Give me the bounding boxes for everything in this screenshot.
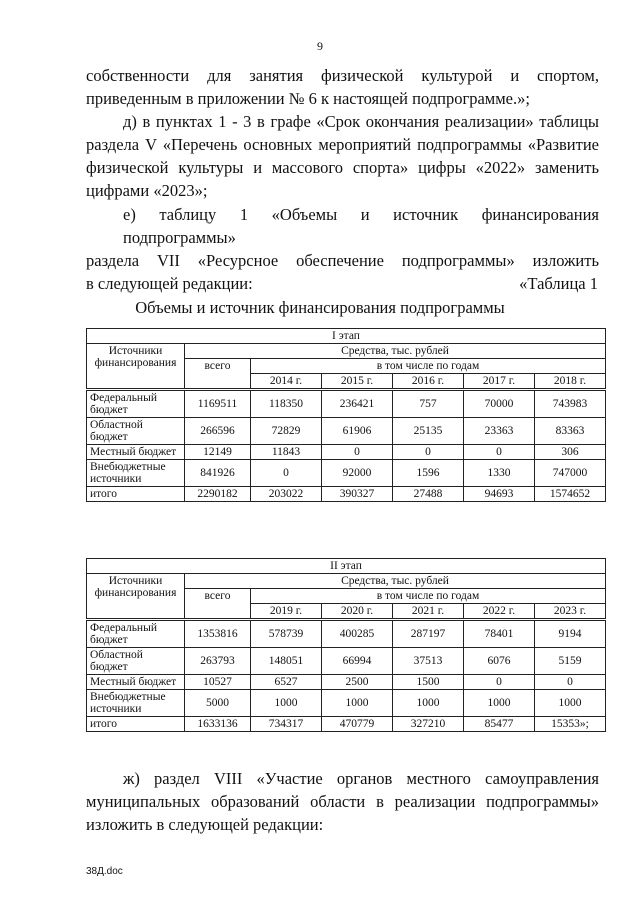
value-cell: 2500 [322,675,393,690]
year-header: 2018 г. [535,374,606,390]
year-header: 2014 г. [251,374,322,390]
source-cell: Местный бюджет [87,445,185,460]
paragraph-item-d [86,110,599,202]
value-cell: 0 [322,445,393,460]
value-cell: 1596 [393,460,464,487]
value-cell: 5159 [535,648,606,675]
total-cell: 1169511 [185,390,251,418]
paragraph-line: приведенным в приложении № 6 к настоящей подпрограмме.»; [86,89,530,108]
value-cell: 1574652 [535,487,606,502]
source-cell: итого [87,717,185,732]
year-header: 2019 г. [251,604,322,620]
value-cell: 1000 [251,690,322,717]
value-cell: 327210 [393,717,464,732]
value-cell: 92000 [322,460,393,487]
value-cell: 0 [464,675,535,690]
value-cell: 25135 [393,418,464,445]
value-cell: 1000 [464,690,535,717]
paragraph-line: раздела V «Перечень основных мероприятий подпрограммы «Развитие [86,135,599,154]
year-header: 2023 г. [535,604,606,620]
year-header: 2021 г. [393,604,464,620]
value-cell: 757 [393,390,464,418]
table-title: Объемы и источник финансирования подпрограммы [135,298,505,317]
value-cell: 578739 [251,620,322,648]
total-header: всего [185,359,251,390]
value-cell: 0 [393,445,464,460]
total-cell: 841926 [185,460,251,487]
table-row-total [87,717,606,732]
sources-header: Источники финансирования [87,574,185,620]
year-header: 2016 г. [393,374,464,390]
value-cell: 1000 [393,690,464,717]
year-header: 2020 г. [322,604,393,620]
value-cell: 0 [464,445,535,460]
table-row-total [87,487,606,502]
table-label: «Таблица 1 [519,274,598,293]
value-cell: 1000 [535,690,606,717]
total-cell: 1353816 [185,620,251,648]
value-cell: 390327 [322,487,393,502]
value-cell: 306 [535,445,606,460]
value-cell: 148051 [251,648,322,675]
funds-header: Средства, тыс. рублей [185,344,606,359]
value-cell: 23363 [464,418,535,445]
value-cell: 734317 [251,717,322,732]
year-header: 2017 г. [464,374,535,390]
total-cell: 12149 [185,445,251,460]
value-cell: 0 [535,675,606,690]
total-header: всего [185,589,251,620]
total-cell: 5000 [185,690,251,717]
total-cell: 263793 [185,648,251,675]
value-cell: 11843 [251,445,322,460]
paragraph-line: физической культуры и массового спорта» цифры «2022» заменить [86,158,599,177]
paragraph-item-zh [86,767,599,836]
total-cell: 10527 [185,675,251,690]
paragraph-line: раздела VII «Ресурсное обеспечение подпрограммы» изложить [86,251,599,270]
table-row [87,390,606,418]
value-cell: 27488 [393,487,464,502]
value-cell: 203022 [251,487,322,502]
year-header: 2015 г. [322,374,393,390]
funding-table-stage-1 [86,328,606,502]
paragraph-line: муниципальных образований области в реализации подпрограммы» [86,792,599,811]
total-cell: 1633136 [185,717,251,732]
table-row [87,418,606,445]
paragraph-line: е) таблицу 1 «Объемы и источник финансирования подпрограммы» [123,205,599,247]
value-cell: 470779 [322,717,393,732]
value-cell: 0 [251,460,322,487]
sources-header: Источники финансирования [87,344,185,390]
stage-header: I этап [87,329,606,344]
paragraph-line: в следующей редакции: [86,274,253,293]
paragraph-line: ж) раздел VIII «Участие органов местного самоуправления [123,769,599,788]
paragraph-line: цифрами «2023»; [86,181,208,200]
value-cell: 15353»; [535,717,606,732]
including-header: в том числе по годам [251,589,606,604]
source-cell: Областной бюджет [87,418,185,445]
value-cell: 747000 [535,460,606,487]
table-row [87,675,606,690]
value-cell: 118350 [251,390,322,418]
source-cell: Федеральный бюджет [87,620,185,648]
page-number: 9 [317,39,323,53]
value-cell: 94693 [464,487,535,502]
total-cell: 266596 [185,418,251,445]
paragraph-line: собственности для занятия физической культурой и спортом, [86,66,599,85]
source-cell: Федеральный бюджет [87,390,185,418]
value-cell: 1000 [322,690,393,717]
source-cell: итого [87,487,185,502]
source-cell: Местный бюджет [87,675,185,690]
stage-header: II этап [87,559,606,574]
value-cell: 236421 [322,390,393,418]
value-cell: 83363 [535,418,606,445]
value-cell: 287197 [393,620,464,648]
year-header: 2022 г. [464,604,535,620]
paragraph-intro [86,64,599,110]
value-cell: 78401 [464,620,535,648]
table-row [87,648,606,675]
value-cell: 1500 [393,675,464,690]
paragraph-line: д) в пунктах 1 - 3 в графе «Срок окончания реализации» таблицы [123,112,599,131]
value-cell: 85477 [464,717,535,732]
value-cell: 6527 [251,675,322,690]
source-cell: Внебюджетные источники [87,460,185,487]
source-cell: Внебюджетные источники [87,690,185,717]
value-cell: 6076 [464,648,535,675]
value-cell: 72829 [251,418,322,445]
including-header: в том числе по годам [251,359,606,374]
value-cell: 400285 [322,620,393,648]
paragraph-line: изложить в следующей редакции: [86,815,324,834]
value-cell: 9194 [535,620,606,648]
source-cell: Областной бюджет [87,648,185,675]
value-cell: 37513 [393,648,464,675]
table-row [87,690,606,717]
total-cell: 2290182 [185,487,251,502]
table-row [87,460,606,487]
file-name-footer: 38Д.doc [86,866,123,877]
value-cell: 743983 [535,390,606,418]
table-row [87,445,606,460]
value-cell: 61906 [322,418,393,445]
funding-table-stage-2 [86,558,606,732]
funds-header: Средства, тыс. рублей [185,574,606,589]
value-cell: 1330 [464,460,535,487]
value-cell: 66994 [322,648,393,675]
table-row [87,620,606,648]
value-cell: 70000 [464,390,535,418]
